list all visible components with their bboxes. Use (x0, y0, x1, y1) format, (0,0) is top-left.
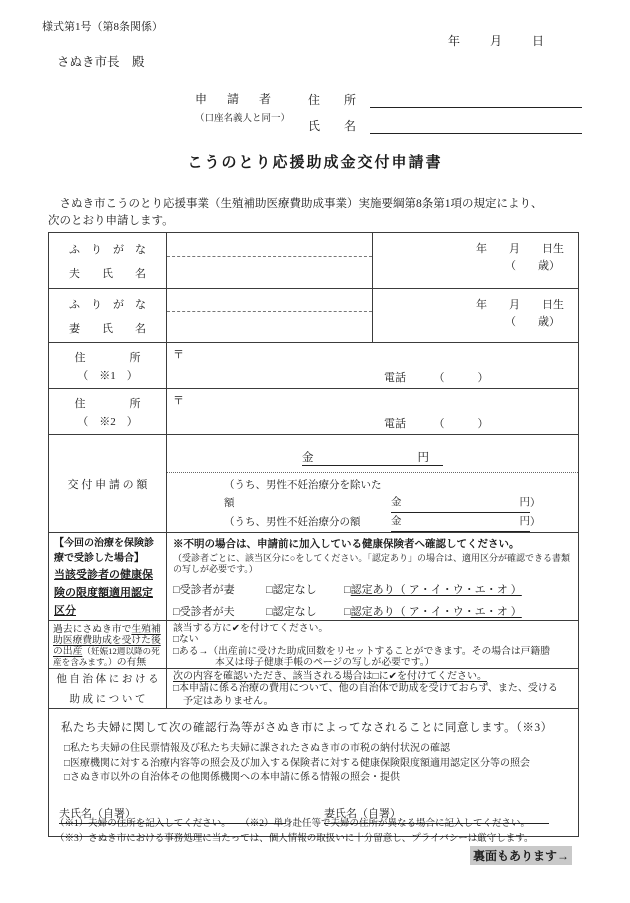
checkbox-certified-husband[interactable]: □認定あり（ ア・イ・ウ・エ・オ ） (344, 606, 522, 618)
checkbox-no-other-subsidy[interactable]: □本申請に係る治療の費用について、他の自治体で助成を受けておらず、また、受ける (173, 683, 558, 695)
wife-birthdate-field[interactable]: 年 月 日生 （ 歳） (476, 299, 564, 328)
consent-heading: 私たち夫婦に関して次の確認行為等がさぬき市によってなされることに同意します。（※3） (61, 722, 553, 735)
wife-name-field[interactable] (167, 312, 372, 342)
application-table (48, 232, 579, 837)
address1-note-ref: （ ※1 ） (77, 369, 138, 382)
footer-note-1: （※1）夫婦の住所を記入してください。 （※2）単身赴任等で夫婦の住所が異なる場合に記入してください。 (55, 819, 531, 829)
form-number: 様式第1号（第8条関係） (42, 21, 163, 33)
intro-line-2: 次のとおり申請します。 (48, 215, 174, 227)
footer-notes (55, 817, 534, 847)
table-row-address1 (49, 343, 579, 389)
postal-mark-icon: 〒 (173, 349, 184, 361)
insurance-note: ※不明の場合は、申請前に加入している健康保険者へ確認してください。 (173, 538, 520, 550)
intro-paragraph (48, 196, 582, 230)
insurance-bracket-label: 【今回の治療を保険診療で受診した場合】 (54, 538, 154, 564)
postal-mark-icon: 〒 (173, 395, 184, 407)
address2-label: 住 所 (74, 397, 141, 410)
address2-phone-field[interactable]: 電話 （ ） (384, 418, 489, 430)
table-row-birth-history (49, 621, 579, 669)
back-side-notice: 裏面もあります→ (470, 846, 572, 865)
address1-label: 住 所 (74, 351, 141, 364)
amount-male-field[interactable]: （うち、男性不妊治療分の額 金 円 ） (224, 513, 578, 532)
checkbox-no-prior-birth[interactable]: □ない (173, 634, 199, 646)
applicant-label: 申 請 者 (195, 92, 276, 106)
applicant-address-field[interactable] (370, 94, 582, 108)
wife-name-label: 妻 氏 名 (69, 322, 146, 335)
insurance-category-label: 当該受診者の健康保険の限度額適用認定区分 (54, 569, 153, 617)
husband-birthdate-field[interactable]: 年 月 日生 （ 歳） (476, 243, 564, 272)
checkbox-no-certification-wife[interactable]: □認定なし (266, 584, 317, 596)
applicant-name-label: 氏 名 (308, 119, 363, 133)
address2-note-ref: （ ※2 ） (77, 415, 138, 428)
footer-note-2: （※3）さぬき市における事務処理に当たっては、個人情報の取扱いに十分留意し、プライバシーは厳守します。 (55, 834, 534, 844)
wife-furigana-field[interactable] (167, 289, 372, 312)
address1-phone-field[interactable]: 電話 （ ） (384, 372, 489, 384)
page-title: こうのとり応援助成金交付申請書 (187, 155, 443, 171)
applicant-sub-label: （口座名義人と同一） (195, 114, 291, 124)
husband-signature-field[interactable]: 夫氏名（自署） (59, 805, 286, 824)
checkbox-consent-residence-tax[interactable]: □私たち夫婦の住民票情報及び私たち夫婦に課されたさぬき市の市税の納付状況の確認 (64, 743, 451, 755)
amount-total-field[interactable]: 金 円 (167, 435, 578, 472)
checkbox-prior-birth-cont: 本又は母子健康手帳のページの写しが必要です。） (215, 656, 435, 668)
history-label-pre: 過去にさぬき市で (53, 624, 132, 635)
history-label-post: の有無 (116, 657, 147, 668)
checkbox-consent-medical-inquiry[interactable]: □医療機関に対する治療内容等の照会及び加入する保険者に対する健康保険限度額適用認定区分等の照会 (64, 757, 531, 769)
history-label-underlined: 生殖補助医療費助成を受けた後の出産 (53, 624, 161, 657)
other-gov-instruction: 次の内容を確認いただき、該当される場合は□に✔を付けてください。 (173, 671, 488, 683)
checkbox-patient-husband[interactable]: □受診者が夫 (173, 606, 235, 618)
applicant-name-field[interactable] (370, 120, 582, 134)
husband-name-field[interactable] (167, 257, 372, 288)
date-field[interactable]: 年 月 日 (447, 34, 546, 48)
addressee: さぬき市長 殿 (57, 55, 145, 69)
checkbox-prior-birth[interactable]: □ある→（出産前に受けた助成回数をリセットすることができます。その場合は戸籍謄 (173, 645, 551, 657)
other-gov-label-2: 助 成 に つ い て (69, 694, 146, 706)
checkbox-no-certification-husband[interactable]: □認定なし (266, 606, 317, 618)
table-row-husband-name (49, 233, 579, 289)
applicant-block (195, 90, 582, 134)
husband-name-label: 夫 氏 名 (69, 267, 146, 280)
other-gov-label-1: 他 自 治 体 に お け る (56, 674, 159, 686)
husband-furigana-label: ふ り が な (69, 243, 146, 256)
applicant-address-label: 住 所 (308, 93, 363, 107)
wife-signature-field[interactable]: 妻氏名（自署） (324, 805, 549, 824)
amount-label: 交 付 申 請 の 額 (67, 478, 148, 491)
checkbox-consent-info-sharing[interactable]: □さぬき市以外の自治体その他関係機関への本申請に係る情報の照会・提供 (64, 772, 401, 784)
table-row-address2 (49, 389, 579, 435)
table-row-amount (49, 435, 579, 533)
checkbox-certified-wife[interactable]: □認定あり（ ア・イ・ウ・エ・オ ） (344, 584, 522, 596)
intro-line-1: さぬき市こうのとり応援事業（生殖補助医療費助成事業）実施要綱第8条第1項の規定により、 (48, 198, 543, 210)
table-row-insurance (49, 533, 579, 621)
table-row-other-government (49, 669, 579, 709)
table-row-wife-name (49, 289, 579, 343)
wife-furigana-label: ふ り が な (69, 298, 146, 311)
amount-excl-male-field[interactable]: （うち、男性不妊治療分を除いた額 金 円 ） (224, 477, 578, 513)
history-label-small: （妊娠12週以降の死産を含みます。） (53, 646, 160, 667)
checkbox-patient-wife[interactable]: □受診者が妻 (173, 584, 235, 596)
husband-furigana-field[interactable] (167, 233, 372, 257)
insurance-note-small: （受診者ごとに、該当区分に○をしてください。「認定あり」の場合は、適用区分が確認できる書類の写しが必要です。） (173, 553, 570, 574)
history-instruction: 該当する方に✔を付けてください。 (173, 623, 329, 634)
checkbox-no-other-subsidy-cont: 予定はありません。 (183, 695, 274, 707)
